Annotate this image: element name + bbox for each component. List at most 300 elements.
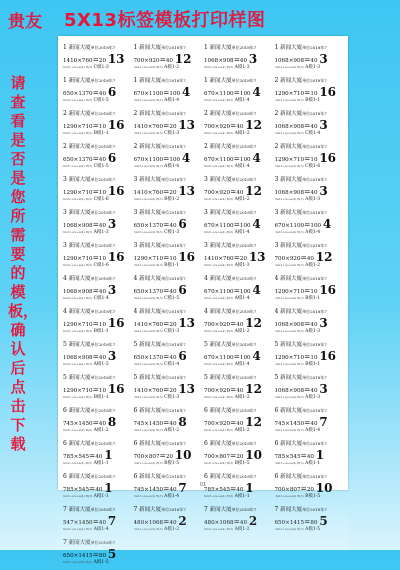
label-cell bbox=[63, 339, 134, 372]
label-dimensions-row bbox=[275, 282, 337, 296]
label-product: 新闻大厦 bbox=[139, 309, 162, 315]
label-tail: 模1-4 bbox=[167, 164, 180, 169]
label-header bbox=[204, 109, 256, 117]
label-tail: 模1-1 bbox=[96, 461, 109, 466]
label-header bbox=[204, 406, 256, 414]
label-small-print: tmd1+/a+a(4) B(3) bbox=[274, 263, 304, 267]
label-equals: = bbox=[89, 451, 96, 460]
label-equals: = bbox=[92, 385, 99, 394]
label-number: 1 bbox=[63, 44, 67, 51]
label-grade: A bbox=[164, 164, 168, 169]
label-footer bbox=[134, 229, 180, 235]
label-small-print: tmd1+/a+a(4) B(3) bbox=[133, 461, 163, 465]
label-grade: A bbox=[305, 230, 309, 235]
label-number: 6 bbox=[63, 440, 67, 447]
label-number: 3 bbox=[274, 176, 279, 183]
label-equals: = bbox=[304, 319, 311, 328]
label-dimensions: 650×1370 bbox=[63, 157, 93, 163]
label-dimensions: 700×807 bbox=[133, 454, 160, 460]
label-dimensions: 745×1450 bbox=[133, 487, 164, 493]
label-product: 新闻大厦 bbox=[68, 177, 91, 183]
label-note: 单位2018年7 bbox=[161, 507, 186, 512]
label-sub-qty: 10 bbox=[98, 190, 107, 196]
label-note: 单位2018年7 bbox=[161, 309, 186, 314]
label-product: 新闻大厦 bbox=[209, 243, 232, 249]
label-note: 单位2018年7 bbox=[90, 210, 116, 215]
label-product: 新闻大厦 bbox=[139, 243, 162, 249]
label-equals: = bbox=[163, 253, 170, 262]
label-dimensions-row bbox=[63, 381, 125, 395]
label-dimensions-row bbox=[204, 51, 257, 65]
label-grade: A bbox=[93, 494, 97, 499]
label-sub-qty: 80 bbox=[98, 553, 107, 559]
label-dimensions-row bbox=[275, 117, 328, 131]
label-grade: A bbox=[164, 494, 168, 499]
label-note: 单位2018年7 bbox=[231, 78, 257, 83]
label-tail: 模1-2 bbox=[237, 395, 250, 400]
label-small-print: tmd1+/a+a(4) B(3) bbox=[63, 263, 93, 267]
label-cell bbox=[63, 405, 134, 438]
label-cell bbox=[204, 108, 275, 141]
label-cell bbox=[204, 174, 275, 207]
label-dimensions: 547×1450 bbox=[63, 520, 93, 526]
label-quantity: 12 bbox=[174, 52, 192, 66]
label-header bbox=[204, 241, 256, 249]
label-number: 5 bbox=[274, 341, 279, 348]
label-sub-qty: 40 bbox=[236, 421, 244, 427]
label-cell bbox=[275, 240, 346, 273]
label-note: 单位2018年7 bbox=[231, 111, 257, 116]
label-quantity: 6 bbox=[178, 349, 187, 363]
label-header bbox=[204, 340, 256, 348]
label-sub-qty: 20 bbox=[169, 322, 177, 328]
label-tail: 模1-1 bbox=[308, 98, 321, 103]
label-cell bbox=[204, 75, 275, 108]
label-small-print: tmd1+/a+a(4) B(3) bbox=[63, 428, 93, 432]
label-product: 新闻大厦 bbox=[209, 309, 232, 315]
label-small-print: tmd1+/a+a(4) B(3) bbox=[63, 560, 93, 564]
label-sub-qty: 40 bbox=[169, 520, 177, 526]
label-equals: = bbox=[230, 187, 237, 196]
label-product: 新闻大厦 bbox=[209, 210, 232, 216]
label-quantity: 12 bbox=[245, 415, 262, 429]
brand-name: 贵友 bbox=[8, 12, 42, 32]
label-product: 新闻大厦 bbox=[280, 144, 303, 150]
label-cell bbox=[275, 42, 346, 75]
label-sub-qty: 10 bbox=[98, 388, 107, 394]
label-tail: 模1-3 bbox=[97, 65, 109, 70]
label-number: 2 bbox=[274, 143, 279, 150]
label-note: 单位2018年7 bbox=[302, 474, 327, 479]
label-quantity: 3 bbox=[107, 349, 117, 363]
label-quantity: 2 bbox=[178, 514, 187, 528]
label-dimensions: 1290×710 bbox=[63, 388, 93, 394]
label-product: 新闻大厦 bbox=[209, 111, 232, 117]
label-grade: B bbox=[305, 296, 309, 301]
label-small-print: tmd1+/a+a(4) B(3) bbox=[133, 329, 163, 333]
label-small-print: tmd1+/a+a(4) B(3) bbox=[204, 263, 234, 267]
label-dimensions: 670×1100 bbox=[204, 223, 234, 229]
label-sub-qty: 20 bbox=[306, 487, 314, 493]
label-dimensions: 1068×908 bbox=[63, 223, 93, 229]
label-small-print: tmd1+/a+a(4) B(3) bbox=[63, 329, 93, 333]
label-note: 单位2018年7 bbox=[302, 309, 327, 314]
label-sub-qty: 40 bbox=[310, 322, 318, 328]
label-footer bbox=[63, 97, 109, 103]
label-equals: = bbox=[230, 418, 237, 427]
label-number: 5 bbox=[133, 341, 138, 348]
label-dimensions-row bbox=[204, 150, 261, 164]
label-small-print: tmd1+/a+a(4) B(3) bbox=[133, 296, 163, 300]
label-equals: = bbox=[304, 121, 311, 130]
label-quantity: 6 bbox=[107, 85, 117, 99]
label-footer bbox=[204, 394, 250, 400]
label-number: 1 bbox=[63, 77, 67, 84]
label-quantity: 13 bbox=[178, 184, 196, 198]
label-cell bbox=[204, 438, 275, 471]
label-grade: B bbox=[305, 98, 309, 103]
label-tail: 模1-4 bbox=[237, 230, 250, 235]
label-header bbox=[275, 307, 327, 315]
label-footer bbox=[134, 130, 180, 136]
label-number: 6 bbox=[204, 407, 208, 414]
label-grade: A bbox=[234, 230, 238, 235]
label-equals: = bbox=[230, 385, 237, 394]
label-cell bbox=[275, 108, 346, 141]
label-tail: 模1-4 bbox=[97, 296, 109, 301]
label-quantity: 1 bbox=[104, 481, 113, 495]
label-footer bbox=[275, 163, 321, 169]
label-footer bbox=[63, 64, 109, 70]
label-equals: = bbox=[233, 517, 240, 526]
label-small-print: tmd1+/a+a(4) B(3) bbox=[204, 329, 234, 333]
label-sub-qty: 100 bbox=[310, 223, 322, 229]
label-number: 5 bbox=[204, 341, 208, 348]
label-note: 单位2018年7 bbox=[161, 441, 186, 446]
label-product: 新闻大厦 bbox=[68, 408, 91, 414]
label-note: 单位2018年7 bbox=[302, 144, 327, 149]
label-small-print: tmd1+/a+a(4) B(3) bbox=[274, 362, 304, 366]
label-header bbox=[63, 76, 115, 84]
label-product: 新闻大厦 bbox=[68, 540, 91, 546]
label-equals: = bbox=[233, 88, 240, 97]
label-footer bbox=[204, 328, 250, 334]
label-grade: A bbox=[234, 131, 238, 136]
label-footer bbox=[275, 460, 321, 466]
label-small-print: tmd1+/a+a(4) B(3) bbox=[274, 329, 304, 333]
label-sub-qty: 20 bbox=[169, 124, 177, 130]
label-equals: = bbox=[304, 88, 311, 97]
label-header bbox=[134, 373, 186, 381]
label-dimensions-row bbox=[204, 84, 261, 98]
label-equals: = bbox=[92, 517, 99, 526]
label-dimensions-row bbox=[134, 183, 196, 197]
label-product: 新闻大厦 bbox=[209, 342, 232, 348]
label-note: 单位2018年7 bbox=[161, 276, 186, 281]
label-dimensions: 700×920 bbox=[204, 124, 231, 130]
label-note: 单位2018年7 bbox=[231, 177, 257, 182]
label-product: 新闻大厦 bbox=[68, 375, 91, 381]
label-footer bbox=[134, 328, 180, 334]
label-product: 新闻大厦 bbox=[139, 507, 162, 513]
label-dimensions: 480×1068 bbox=[133, 520, 164, 526]
label-quantity: 7 bbox=[178, 481, 187, 495]
label-quantity: 13 bbox=[178, 118, 196, 132]
label-tail: 模1-5 bbox=[97, 164, 109, 169]
label-header bbox=[63, 439, 115, 447]
label-tail: 模1-2 bbox=[237, 527, 250, 532]
label-sheet-preview bbox=[58, 36, 348, 565]
label-dimensions: 1410×760 bbox=[204, 256, 234, 262]
label-dimensions: 1068×908 bbox=[204, 58, 234, 64]
label-sub-qty: 10 bbox=[310, 157, 318, 163]
label-tail: 模1-3 bbox=[96, 230, 109, 235]
label-grade: A bbox=[234, 329, 238, 334]
label-dimensions-row bbox=[204, 183, 262, 197]
label-footer bbox=[63, 229, 109, 235]
label-dimensions: 745×1450 bbox=[274, 421, 305, 427]
label-product: 新闻大厦 bbox=[280, 45, 303, 51]
label-equals: = bbox=[233, 253, 240, 262]
label-small-print: tmd1+/a+a(4) B(3) bbox=[204, 494, 234, 498]
label-header bbox=[63, 406, 115, 414]
label-footer bbox=[63, 262, 109, 268]
label-dimensions: 700×807 bbox=[204, 454, 231, 460]
label-dimensions: 670×1100 bbox=[204, 289, 234, 295]
label-dimensions: 1290×710 bbox=[63, 190, 93, 196]
label-tail: 模1-3 bbox=[167, 395, 180, 400]
label-cell bbox=[275, 405, 346, 438]
label-tail: 模1-5 bbox=[167, 296, 180, 301]
label-dimensions-row bbox=[204, 348, 261, 362]
label-quantity: 4 bbox=[181, 151, 191, 165]
label-number: 7 bbox=[274, 506, 279, 513]
label-footer bbox=[204, 64, 250, 70]
label-dimensions: 700×920 bbox=[204, 421, 231, 427]
label-tail: 模1-4 bbox=[237, 98, 250, 103]
label-dimensions-row bbox=[63, 84, 116, 98]
label-cell bbox=[63, 207, 134, 240]
label-cell bbox=[134, 75, 205, 108]
label-tail: 模1-3 bbox=[237, 263, 250, 268]
label-dimensions: 650×1415 bbox=[274, 520, 305, 526]
label-note: 单位2018年7 bbox=[231, 210, 257, 215]
label-number: 2 bbox=[274, 110, 279, 117]
label-cell bbox=[275, 306, 346, 339]
label-tail: 模1-4 bbox=[167, 362, 180, 367]
label-tail: 模1-2 bbox=[237, 428, 250, 433]
label-dimensions-row bbox=[63, 216, 116, 230]
label-small-print: tmd1+/a+a(4) B(3) bbox=[63, 98, 93, 102]
label-equals: = bbox=[233, 55, 240, 64]
label-dimensions: 785×545 bbox=[274, 454, 301, 460]
label-sub-qty: 40 bbox=[310, 124, 318, 130]
label-header bbox=[63, 274, 115, 282]
label-note: 单位2018年7 bbox=[231, 408, 257, 413]
label-dimensions-row bbox=[204, 381, 262, 395]
label-sub-qty: 100 bbox=[169, 91, 181, 97]
label-footer bbox=[134, 427, 180, 433]
label-dimensions-row bbox=[134, 381, 196, 395]
label-quantity: 16 bbox=[107, 382, 125, 396]
label-cell bbox=[134, 273, 205, 306]
label-product: 新闻大厦 bbox=[209, 441, 232, 447]
label-product: 新闻大厦 bbox=[68, 111, 91, 117]
label-header bbox=[204, 274, 256, 282]
label-sub-qty: 100 bbox=[239, 91, 251, 97]
label-product: 新闻大厦 bbox=[139, 342, 162, 348]
label-grade: B bbox=[234, 461, 238, 466]
label-cell bbox=[134, 339, 205, 372]
label-equals: = bbox=[304, 55, 311, 64]
label-dimensions-row bbox=[204, 315, 262, 329]
label-grade: C bbox=[164, 230, 168, 235]
label-tail: 模1-2 bbox=[167, 65, 180, 70]
label-number: 3 bbox=[63, 176, 67, 183]
label-product: 新闻大厦 bbox=[139, 45, 162, 51]
label-dimensions: 670×1100 bbox=[133, 157, 164, 163]
label-cell bbox=[63, 273, 134, 306]
label-product: 新闻大厦 bbox=[139, 111, 162, 117]
label-header bbox=[134, 175, 186, 183]
label-note: 单位2018年7 bbox=[90, 144, 116, 149]
label-note: 单位2018年7 bbox=[90, 408, 116, 413]
label-cell bbox=[134, 42, 205, 75]
label-grade: C bbox=[93, 164, 98, 169]
label-equals: = bbox=[92, 187, 99, 196]
label-number: 6 bbox=[63, 473, 67, 480]
label-cell bbox=[134, 438, 205, 471]
label-small-print: tmd1+/a+a(4) B(3) bbox=[133, 395, 163, 399]
label-header bbox=[275, 142, 327, 150]
label-small-print: tmd1+/a+a(4) B(3) bbox=[133, 65, 163, 69]
label-equals: = bbox=[92, 550, 99, 559]
label-sub-qty: 40 bbox=[98, 355, 107, 361]
label-sub-qty: 40 bbox=[239, 520, 248, 526]
label-quantity: 12 bbox=[315, 250, 333, 264]
label-cell bbox=[204, 306, 275, 339]
label-quantity: 8 bbox=[178, 415, 187, 429]
label-sub-qty: 40 bbox=[310, 190, 318, 196]
label-tail: 模1-4 bbox=[96, 527, 109, 532]
label-number: 2 bbox=[274, 77, 279, 84]
sheet-page-number: 01 bbox=[199, 482, 207, 488]
label-small-print: tmd1+/a+a(4) B(3) bbox=[274, 65, 304, 69]
label-header bbox=[275, 373, 327, 381]
label-dimensions: 785×545 bbox=[204, 487, 231, 493]
label-small-print: tmd1+/a+a(4) B(3) bbox=[274, 131, 304, 135]
label-small-print: tmd1+/a+a(4) B(3) bbox=[133, 527, 163, 531]
label-product: 新闻大厦 bbox=[280, 507, 303, 513]
label-note: 单位2018年7 bbox=[231, 45, 257, 50]
label-grade: B bbox=[93, 395, 97, 400]
label-note: 单位2018年7 bbox=[161, 210, 186, 215]
label-sub-qty: 20 bbox=[169, 388, 177, 394]
label-tail: 模1-4 bbox=[237, 362, 250, 367]
label-footer bbox=[204, 130, 250, 136]
label-small-print: tmd1+/a+a(4) B(3) bbox=[63, 65, 93, 69]
label-header bbox=[204, 307, 256, 315]
label-sub-qty: 40 bbox=[98, 289, 107, 295]
label-note: 单位2018年7 bbox=[302, 177, 327, 182]
label-cell bbox=[134, 174, 205, 207]
label-tail: 模1-1 bbox=[237, 494, 250, 499]
label-dimensions: 1290×710 bbox=[274, 355, 305, 361]
label-tail: 模1-1 bbox=[96, 494, 109, 499]
label-small-print: tmd1+/a+a(4) B(3) bbox=[133, 164, 163, 168]
label-equals: = bbox=[163, 517, 170, 526]
label-product: 新闻大厦 bbox=[139, 408, 162, 414]
label-footer bbox=[134, 394, 180, 400]
label-tail: 模1-1 bbox=[96, 395, 109, 400]
label-note: 单位2018年7 bbox=[161, 243, 186, 248]
label-product: 新闻大厦 bbox=[280, 342, 303, 348]
label-header bbox=[134, 241, 186, 249]
label-dimensions: 670×1100 bbox=[204, 157, 234, 163]
label-grade: C bbox=[93, 296, 98, 301]
label-product: 新闻大厦 bbox=[209, 78, 232, 84]
label-quantity: 6 bbox=[178, 283, 187, 297]
label-sub-qty: 40 bbox=[236, 487, 244, 493]
label-cell bbox=[63, 240, 134, 273]
label-footer bbox=[134, 163, 180, 169]
label-grade: A bbox=[93, 461, 97, 466]
label-header bbox=[134, 307, 186, 315]
label-dimensions: 1068×908 bbox=[274, 388, 305, 394]
label-equals: = bbox=[92, 286, 99, 295]
label-cell bbox=[63, 42, 134, 75]
label-dimensions-row bbox=[275, 84, 337, 98]
label-grade: A bbox=[305, 527, 309, 532]
label-number: 2 bbox=[133, 143, 138, 150]
label-cell bbox=[204, 339, 275, 372]
label-dimensions-row bbox=[275, 216, 332, 230]
label-quantity: 3 bbox=[319, 118, 328, 132]
label-note: 单位2018年7 bbox=[231, 507, 257, 512]
label-quantity: 2 bbox=[248, 514, 258, 528]
label-equals: = bbox=[92, 418, 99, 427]
label-note: 单位2018年7 bbox=[302, 243, 327, 248]
label-small-print: tmd1+/a+a(4) B(3) bbox=[63, 164, 93, 168]
label-tail: 模1-2 bbox=[96, 428, 109, 433]
label-sub-qty: 40 bbox=[306, 256, 314, 262]
label-grade: B bbox=[93, 131, 97, 136]
label-tail: 模1-2 bbox=[167, 527, 180, 532]
label-number: 6 bbox=[204, 473, 208, 480]
label-header bbox=[63, 208, 115, 216]
label-product: 新闻大厦 bbox=[139, 276, 162, 282]
label-dimensions: 1410×760 bbox=[133, 124, 164, 130]
label-equals: = bbox=[233, 220, 240, 229]
label-footer bbox=[63, 361, 109, 367]
label-product: 新闻大厦 bbox=[139, 375, 162, 381]
label-tail: 模1-2 bbox=[237, 197, 250, 202]
label-note: 单位2018年7 bbox=[90, 177, 116, 182]
label-sub-qty: 20 bbox=[98, 58, 107, 64]
label-sub-qty: 40 bbox=[98, 157, 107, 163]
label-quantity: 3 bbox=[319, 184, 328, 198]
label-product: 新闻大厦 bbox=[68, 144, 91, 150]
label-quantity: 3 bbox=[107, 283, 117, 297]
label-header bbox=[275, 439, 327, 447]
label-small-print: tmd1+/a+a(4) B(3) bbox=[204, 131, 234, 135]
label-note: 单位2018年7 bbox=[302, 342, 327, 347]
label-footer bbox=[134, 361, 180, 367]
label-dimensions: 745×1450 bbox=[63, 421, 93, 427]
label-grade: A bbox=[234, 197, 238, 202]
label-cell bbox=[63, 174, 134, 207]
label-dimensions: 1068×908 bbox=[274, 58, 305, 64]
